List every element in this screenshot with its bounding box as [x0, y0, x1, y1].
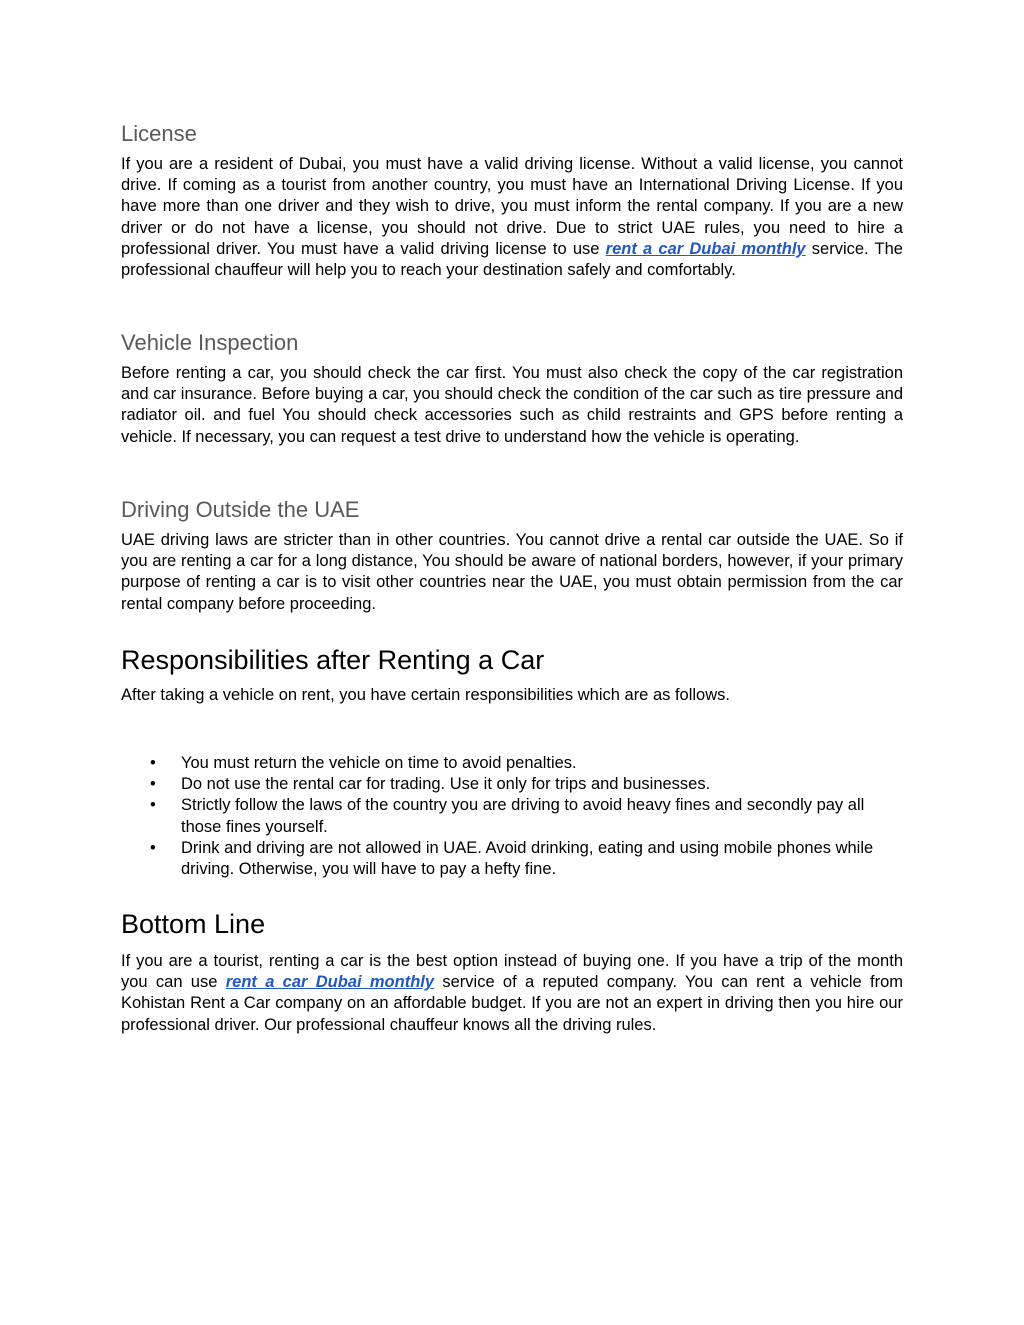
bottom-line-text-before: If you are a tourist, renting a car is the best option instead of buying one. If you have a trip of the month you can use: [121, 952, 903, 992]
responsibilities-intro: After taking a vehicle on rent, you have certain responsibilities which are as follows.: [121, 686, 730, 704]
license-heading: License: [121, 121, 197, 146]
driving-outside-heading: Driving Outside the UAE: [121, 497, 360, 522]
driving-outside-paragraph: UAE driving laws are stricter than in other countries. You cannot drive a rental car outside the UAE. So if you are renting a car for a long distance, You should be aware of national borders, however, if your primary purpose of renting a car is to visit other countries near the UAE, you must obtain permission from the car rental company before proceeding.: [121, 531, 903, 613]
vehicle-inspection-heading: Vehicle Inspection: [121, 330, 299, 355]
bullet-icon: •: [150, 838, 156, 857]
rent-a-car-dubai-monthly-link[interactable]: rent a car Dubai monthly: [605, 239, 806, 258]
responsibilities-heading: Responsibilities after Renting a Car: [121, 645, 545, 675]
license-text-after: service. The professional chauffeur will help you to reach your destination safely and comfortably.: [121, 239, 903, 280]
list-item: [121, 774, 891, 795]
rent-a-car-dubai-monthly-link[interactable]: rent a car Dubai monthly: [225, 973, 435, 992]
bullet-icon: •: [150, 796, 156, 815]
responsibilities-list: [121, 753, 891, 880]
bullet-icon: •: [150, 775, 156, 794]
list-item-text: You must return the vehicle on time to avoid penalties.: [181, 754, 577, 772]
bottom-line-text-after: service of a reputed company. You can rent a vehicle from Kohistan Rent a Car company on an affordable budget. If you are not an expert in driving then you hire our professional driver. Our professional chauffeur knows all the driving rules.: [121, 973, 903, 1034]
list-item-text: Strictly follow the laws of the country you are driving to avoid heavy fines and secondly pay all those fines yourself.: [181, 796, 865, 836]
bottom-line-paragraph: [121, 951, 903, 1036]
list-item-text: Do not use the rental car for trading. Use it only for trips and businesses.: [181, 775, 711, 794]
list-item: [121, 838, 891, 880]
license-paragraph: [121, 154, 903, 281]
list-item-text: Drink and driving are not allowed in UAE. Avoid drinking, eating and using mobile phones while driving. Otherwise, you will have to pay a hefty fine.: [181, 838, 874, 879]
bullet-icon: •: [150, 754, 156, 772]
license-text-before: If you are a resident of Dubai, you must have a valid driving license. Without a valid license, you cannot drive. If coming as a tourist from another country, you must have an International Driving License. If you have more than one driver and they wish to drive, you must inform the rental company. If you are a new driver or do not have a license, you should not drive. Due to strict UAE rules, you need to hire a professional driver. You must have a valid driving license to use: [121, 155, 903, 258]
bottom-line-heading: Bottom Line: [121, 909, 266, 939]
vehicle-inspection-paragraph: Before renting a car, you should check the car first. You must also check the copy of the car registration and car insurance. Before buying a car, you should check the condition of the car such as tire pressure and radiator oil. and fuel You should check accessories such as child restraints and GPS before renting a vehicle. If necessary, you can request a test drive to understand how the vehicle is operating.: [121, 364, 903, 446]
list-item: [121, 795, 891, 837]
list-item: [121, 753, 891, 774]
